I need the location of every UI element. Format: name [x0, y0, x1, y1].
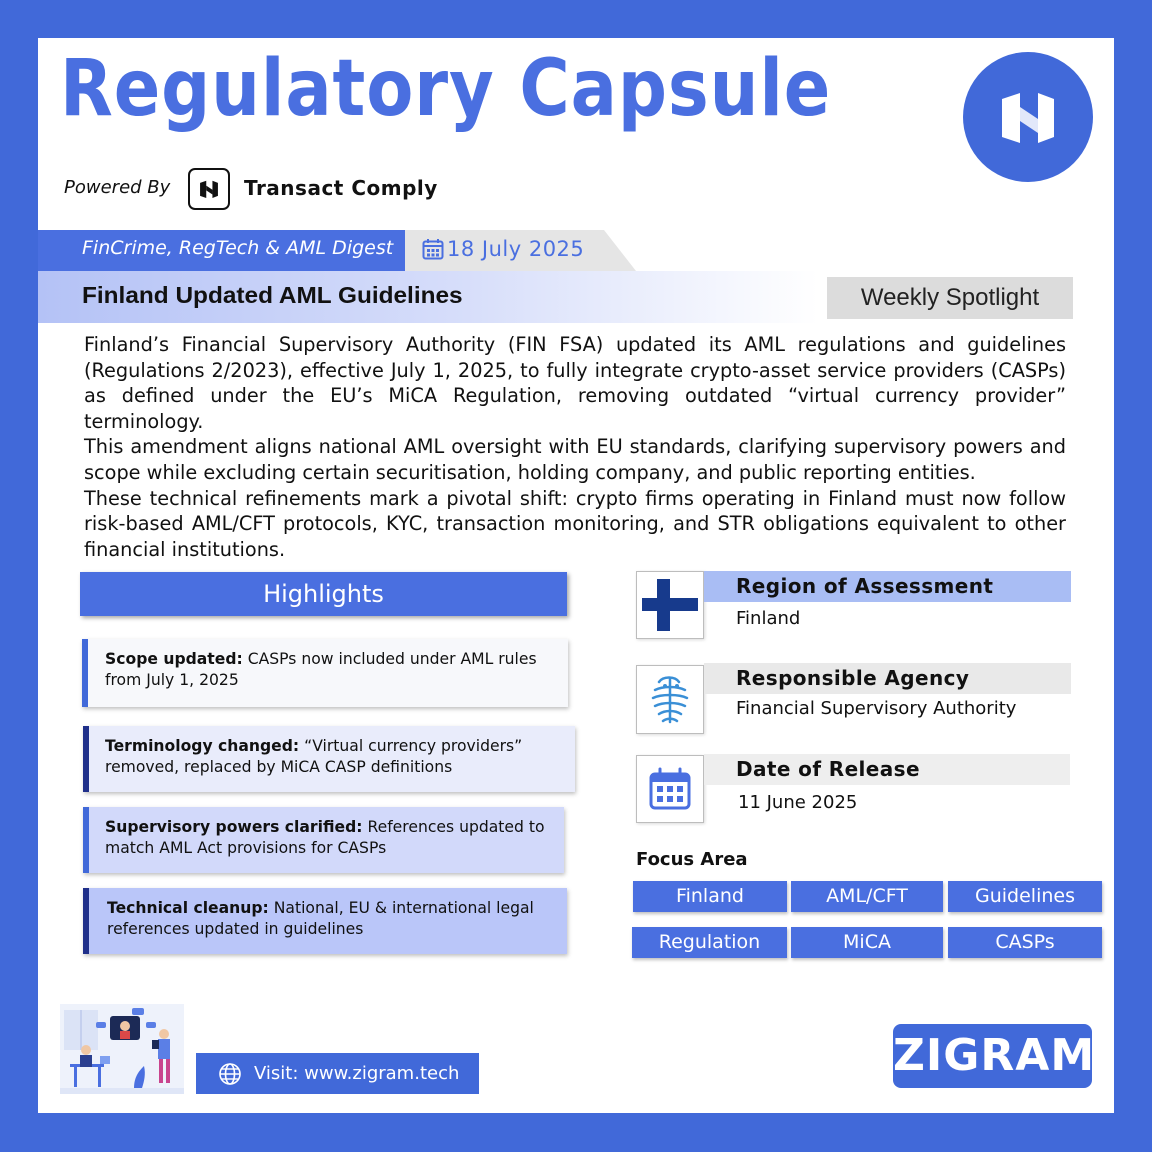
focus-tag: Finland [633, 881, 787, 912]
highlight-text: CASPs now included under AML rules from July 1, 2025 [105, 650, 537, 689]
powered-by-label: Powered By [64, 177, 171, 198]
agency-icon-box [636, 665, 704, 734]
focus-tag: AML/CFT [791, 881, 943, 912]
highlight-text: References updated to match AML Act provisions for CASPs [105, 818, 545, 857]
transact-comply-small-icon [198, 178, 220, 200]
weekly-spotlight-badge: Weekly Spotlight [827, 277, 1073, 319]
body-paragraph-3: These technical refinements mark a pivotal shift: crypto firms operating in Finland must now follow risk-based AML/CFT protocols, KYC, transaction monitoring, and STR obligations equivalent to other financial institutions. [84, 486, 1066, 561]
release-value: 11 June 2025 [738, 792, 858, 813]
highlight-label: Supervisory powers clarified: [105, 818, 363, 836]
office-illustration [60, 1004, 184, 1094]
highlight-card [83, 726, 575, 792]
article-body [84, 332, 1066, 562]
highlight-text: “Virtual currency providers” removed, replaced by MiCA CASP definitions [105, 737, 523, 776]
highlight-label: Scope updated: [105, 650, 243, 668]
zigram-logo: ZIGRAM [893, 1024, 1092, 1088]
people-working-illustration-icon [60, 1004, 184, 1094]
issue-date [422, 237, 584, 261]
fin-fsa-lion-icon [637, 666, 703, 733]
focus-tag: Guidelines [948, 881, 1102, 912]
calendar-icon [422, 238, 444, 260]
focus-tag: CASPs [948, 927, 1102, 958]
highlight-text: National, EU & international legal references updated in guidelines [107, 899, 534, 938]
highlights-title: Highlights [80, 572, 567, 616]
focus-tag: MiCA [791, 927, 943, 958]
calendar-icon [637, 756, 703, 822]
visit-website-text: Visit: www.zigram.tech [254, 1063, 460, 1084]
transact-comply-small-logo [188, 168, 230, 210]
focus-tag: Regulation [632, 927, 787, 958]
headline-title: Finland Updated AML Guidelines [82, 282, 463, 308]
page-title: Regulatory Capsule [60, 44, 832, 134]
visit-website-button[interactable] [196, 1053, 479, 1094]
issue-date-text: 18 July 2025 [447, 237, 585, 261]
transact-comply-logo [963, 52, 1093, 182]
region-label: Region of Assessment [704, 571, 1071, 602]
agency-value: Financial Supervisory Authority [736, 698, 1017, 719]
highlight-label: Terminology changed: [105, 737, 300, 755]
transact-comply-mark-icon [996, 85, 1060, 149]
highlight-card [83, 807, 564, 873]
company-name: Transact Comply [244, 176, 438, 200]
release-icon-box [636, 755, 704, 823]
finland-flag-icon [637, 572, 703, 638]
region-icon-box [636, 571, 704, 639]
capsule-card [38, 38, 1114, 1113]
globe-icon [218, 1062, 242, 1086]
agency-label: Responsible Agency [704, 663, 1071, 694]
digest-label: FinCrime, RegTech & AML Digest [82, 237, 394, 259]
focus-area-label: Focus Area [636, 849, 748, 870]
region-value: Finland [736, 608, 801, 629]
body-paragraph-2: This amendment aligns national AML oversight with EU standards, clarifying supervisory powers and scope while excluding certain securitisation, holding company, and public reporting entities. [84, 435, 1066, 484]
body-paragraph-1: Finland’s Financial Supervisory Authority (FIN FSA) updated its AML regulations and guidelines (Regulations 2/2023), effective July 1, 2025, to fully integrate crypto-asset service providers (CASPs) as defined under the EU’s MiCA Regulation, removing outdated “virtual currency provider” terminology. [84, 333, 1066, 433]
highlight-card [83, 888, 567, 954]
highlight-label: Technical cleanup: [107, 899, 269, 917]
highlight-card [82, 639, 568, 707]
release-label: Date of Release [704, 754, 1070, 785]
